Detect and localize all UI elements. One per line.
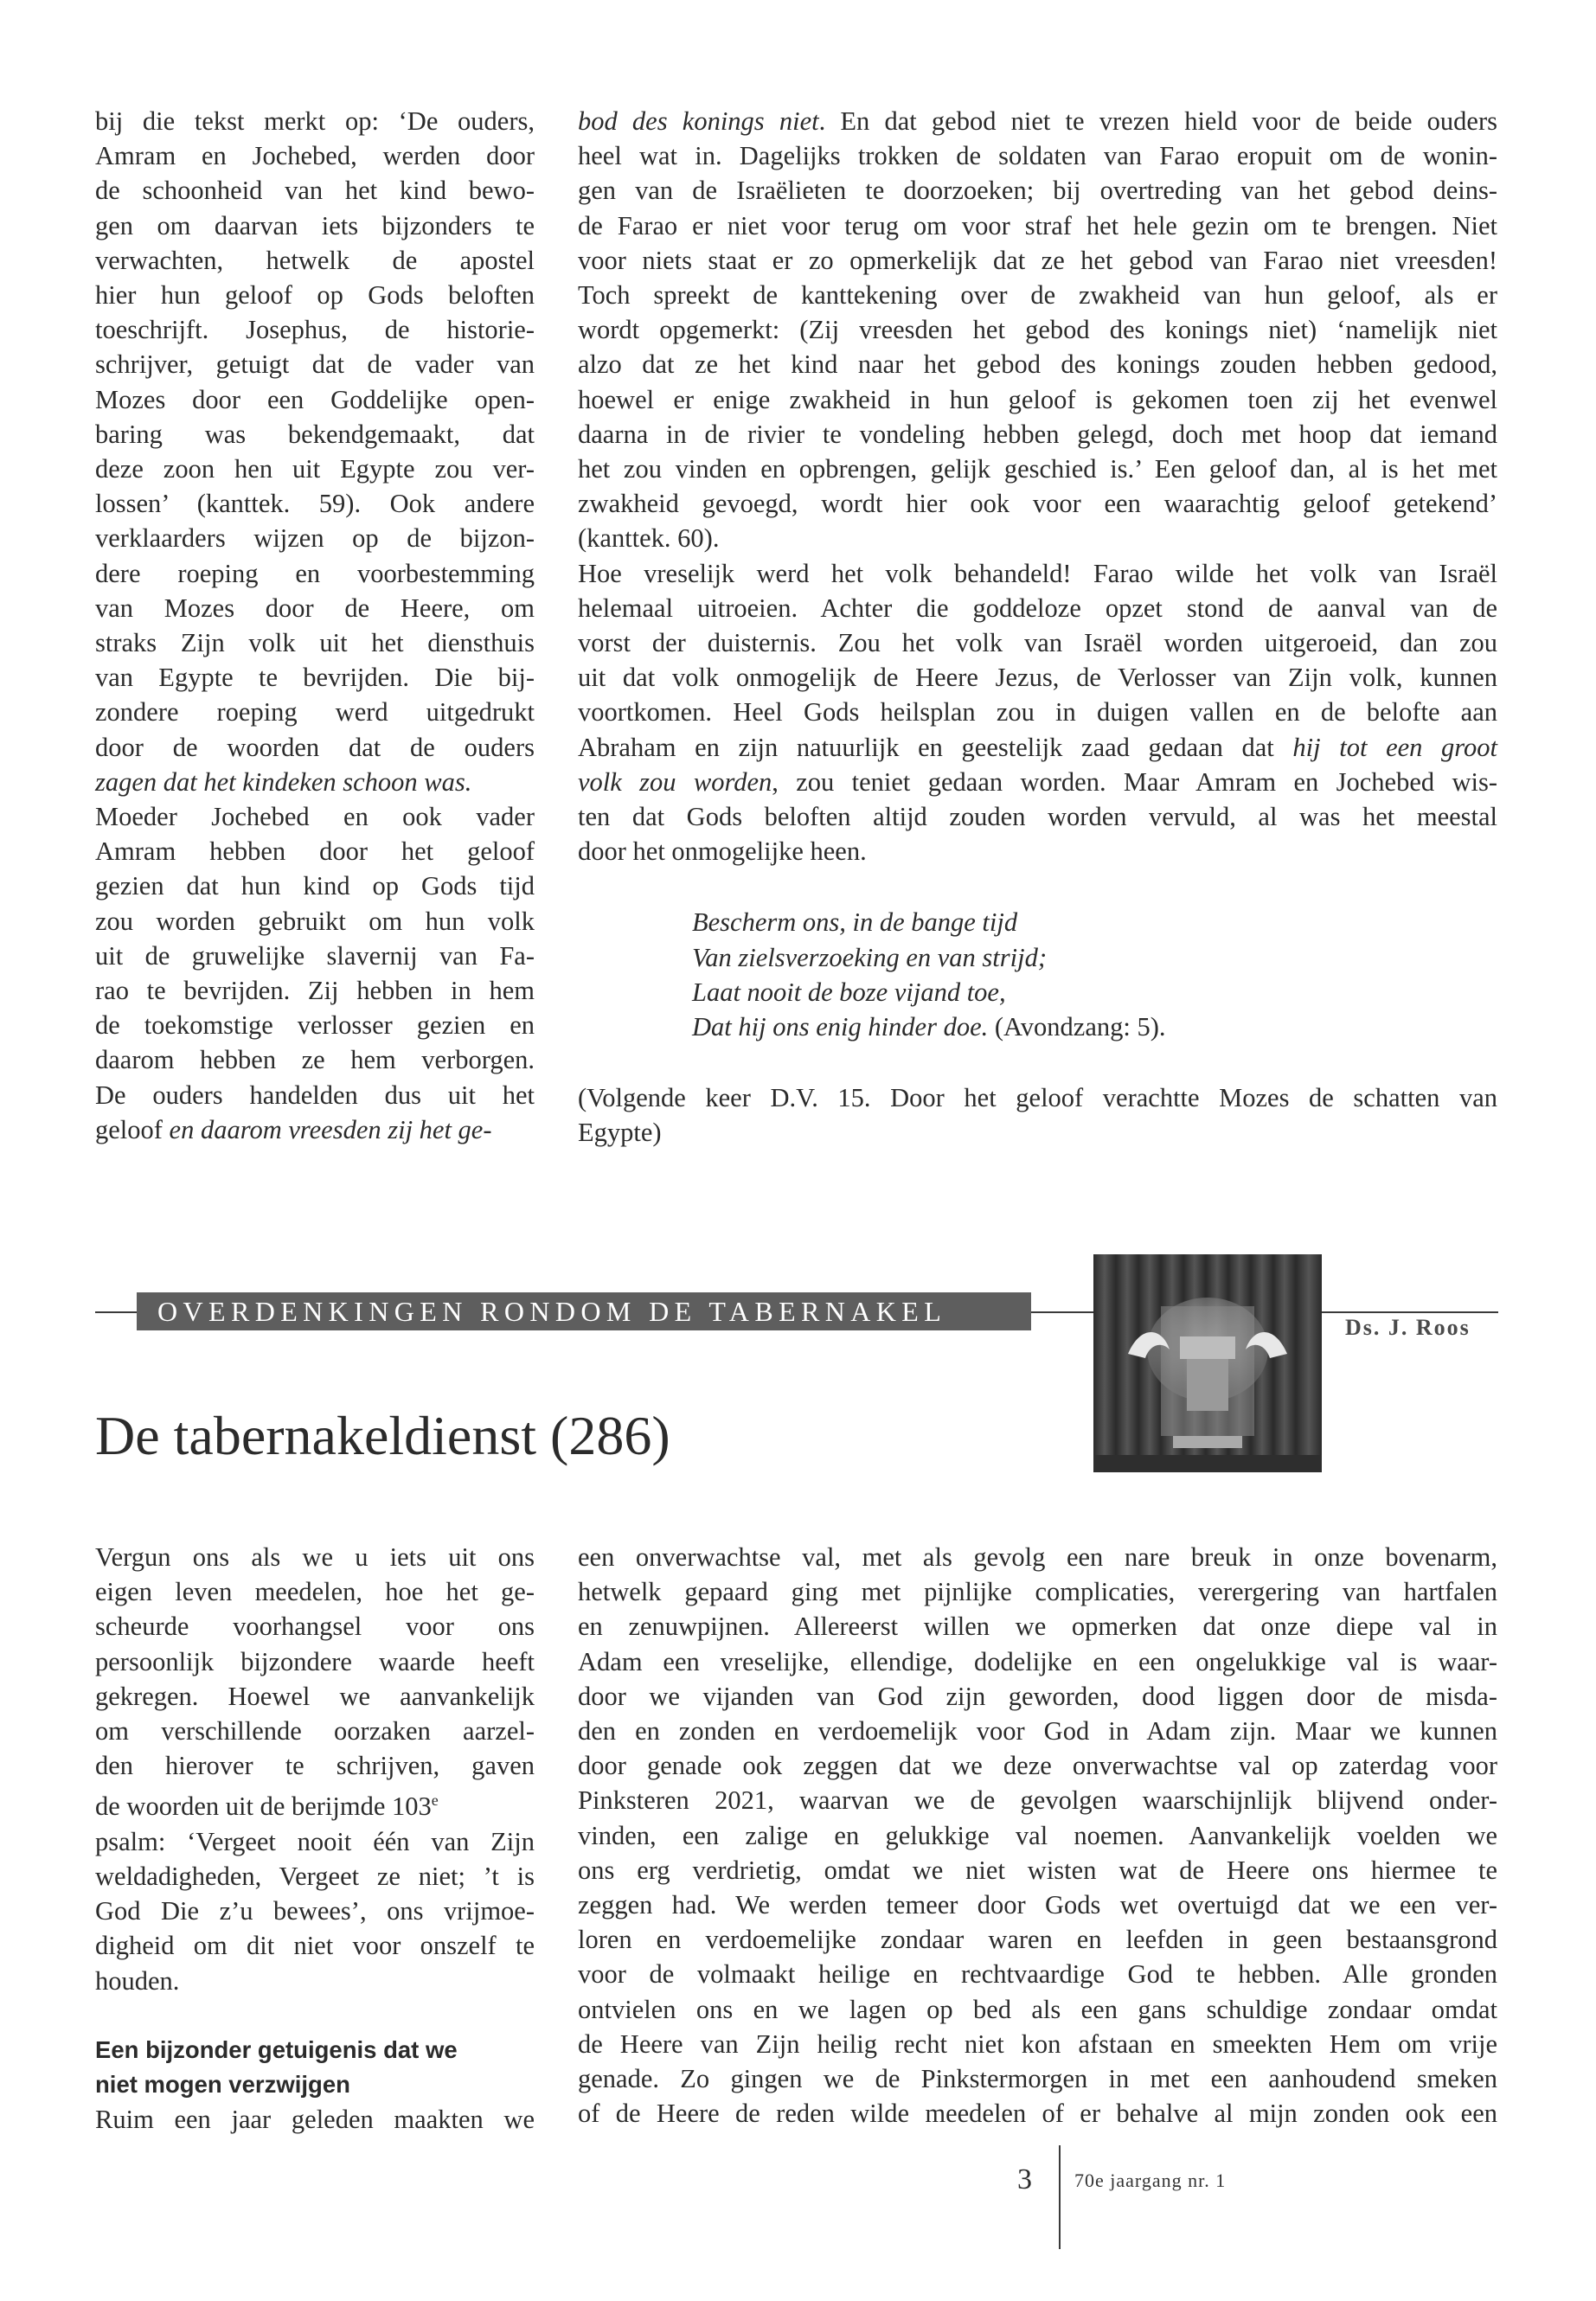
- header-rule-middle: [1031, 1311, 1093, 1313]
- text-line: psalm: ‘Vergeet nooit één van Zijn: [95, 1826, 535, 1856]
- text-line: helemaal uitroeien. Achter die goddeloze opzet stond de aanval van de: [578, 593, 1497, 623]
- text-line: Ruim een jaar geleden maakten we: [95, 2105, 535, 2135]
- text-line: Mozes door een Goddelijke open-: [95, 384, 535, 414]
- text-run-italic: volk zou worden: [578, 766, 772, 797]
- poem: [692, 905, 1497, 1044]
- article1-right-column: [578, 104, 1497, 1150]
- text-line: baring was bekendgemaakt, dat: [95, 419, 535, 449]
- text-line: zondere roeping werd uitgedrukt: [95, 697, 535, 727]
- text-line: rao te bevrijden. Zij hebben in hem: [95, 976, 535, 1006]
- text-line: gen om daarvan iets bijzonders te: [95, 210, 535, 240]
- text-line: hier hun geloof op Gods beloften: [95, 280, 535, 311]
- text-line: vorst der duisternis. Zou het volk van Israël worden uitgeroeid, dan zou: [578, 628, 1497, 658]
- text-line: door het onmogelijke heen.: [578, 836, 867, 867]
- text-line: [95, 1783, 535, 1823]
- text-line: Toch spreekt de kanttekening over de zwakheid van hun geloof, als er: [578, 280, 1497, 311]
- next-time-note: [578, 1080, 1497, 1150]
- text-line: van Mozes door de Heere, om: [95, 593, 535, 623]
- text-line: den hierover te schrijven, gaven: [95, 1751, 535, 1781]
- text-line: vinden, een zalige en gelukkige val noemen. Aanvankelijk voelden we: [578, 1820, 1497, 1850]
- text-line: scheurde voorhangsel voor ons: [95, 1612, 535, 1642]
- text-line: digheid om dit niet voor onszelf te: [95, 1931, 535, 1961]
- text-line: houden.: [95, 1965, 180, 1996]
- poem-line: [692, 1009, 1497, 1044]
- text-line: wordt opgemerkt: (Zij vreesden het gebod des konings niet) ‘namelijk niet: [578, 315, 1497, 345]
- text-line: door de woorden dat de ouders: [95, 732, 535, 762]
- text-line: hetwelk gepaard ging met pijnlijke complicaties, verergering van hartfalen: [578, 1577, 1497, 1607]
- text-line: ons erg verdrietig, omdat we niet wisten wat de Heere ons hiermee te: [578, 1855, 1497, 1885]
- subheading: niet mogen verzwijgen: [95, 2071, 350, 2098]
- paragraph-gap: [95, 1998, 535, 2033]
- text-line: daarom hebben ze hem verborgen.: [95, 1045, 535, 1075]
- text-line: verwachten, hetwelk de apostel: [95, 245, 535, 275]
- text-line: gen van de Israëlieten te doorzoeken; bij overtreding van het gebod deins-: [578, 176, 1497, 206]
- text-run: geloof: [95, 1114, 170, 1144]
- text-line: zou worden gebruikt om hun volk: [95, 906, 535, 936]
- text-line: genade. Zo gingen we de Pinkstermorgen in met een aanhoudend smeken: [578, 2064, 1497, 2094]
- page-number: 3: [1017, 2163, 1032, 2195]
- text-line: heel wat in. Dagelijks trokken de soldaten van Farao eropuit om de wonin-: [578, 141, 1497, 171]
- text-run-italic: en daarom vreesden zij het ge-: [169, 1114, 492, 1144]
- subheading: Een bijzonder getuigenis dat we: [95, 2035, 458, 2063]
- text-run-italic: hij tot een groot: [1292, 732, 1497, 762]
- header-rule-left: [95, 1311, 137, 1313]
- text-line: lossen’ (kanttek. 59). Ook andere: [95, 489, 535, 519]
- footer-rule: [1059, 2145, 1061, 2249]
- text-line: voor niets staat er zo opmerkelijk dat ze het gebod van Farao niet vreesden!: [578, 245, 1497, 275]
- poem-line: Bescherm ons, in de bange tijd: [692, 907, 1018, 938]
- text-line: Moeder Jochebed en ook vader: [95, 802, 535, 832]
- text-line: straks Zijn volk uit het diensthuis: [95, 628, 535, 658]
- text-line: uit dat volk onmogelijk de Heere Jezus, de Verlosser van Zijn volk, kunnen: [578, 663, 1497, 693]
- text-line: en zenuwpijnen. Allereerst willen we opmerken dat onze diepe val in: [578, 1612, 1497, 1642]
- text-line: Vergun ons als we u iets uit ons: [95, 1542, 535, 1572]
- text-run-italic: Dat hij ons enig hinder doe.: [692, 1012, 989, 1042]
- text-line: Amram en Jochebed, werden door: [95, 141, 535, 171]
- text-line: verklaarders wijzen op de bijzon-: [95, 523, 535, 554]
- text-line: gekregen. Hoewel we aanvankelijk: [95, 1681, 535, 1711]
- text-line: voortkomen. Heel Gods heilsplan zou in duigen vallen en de belofte aan: [578, 697, 1497, 727]
- text-line: [578, 730, 1497, 765]
- ark-of-covenant-illustration: [1093, 1254, 1322, 1472]
- section-banner: OVERDENKINGEN RONDOM DE TABERNAKEL: [137, 1292, 1031, 1330]
- text-line: [578, 765, 1497, 799]
- text-line: bij die tekst merkt op: ‘De ouders,: [95, 106, 535, 136]
- text-line: dere roeping en voorbestemming: [95, 558, 535, 588]
- text-line: Amram hebben door het geloof: [95, 836, 535, 867]
- text-line: weldadigheden, Vergeet ze niet; ’t is: [95, 1861, 535, 1891]
- text-line: [95, 1112, 535, 1147]
- text-run: , zou teniet gedaan worden. Maar Amram en Jochebed wis-: [772, 766, 1497, 797]
- poem-line: Laat nooit de boze vijand toe,: [692, 977, 1006, 1007]
- header-rule-right: [1322, 1311, 1498, 1313]
- text-line: (kanttek. 60).: [578, 523, 720, 554]
- superscript: e: [431, 1791, 439, 1810]
- text-line: deze zoon hen uit Egypte zou ver-: [95, 454, 535, 484]
- text-line: eigen leven meedelen, hoe het ge-: [95, 1577, 535, 1607]
- poem-source: (Avondzang: 5).: [988, 1012, 1166, 1042]
- article-title: De tabernakeldienst (286): [95, 1405, 670, 1466]
- text-line: Hoe vreselijk werd het volk behandeld! Farao wilde het volk van Israël: [578, 558, 1497, 588]
- text-line: zeggen had. We werden temeer door Gods wet overtuigd dat we een ver-: [578, 1890, 1497, 1920]
- article1-left-column: [95, 104, 535, 1147]
- text-line: gezien dat hun kind op Gods tijd: [95, 871, 535, 901]
- text-line: ten dat Gods beloften altijd zouden worden vervuld, al was het meestal: [578, 802, 1497, 832]
- text-line: Pinksteren 2021, waarvan we de gevolgen waarschijnlijk blijvend onder-: [578, 1785, 1497, 1816]
- text-line: loren en verdoemelijke zondaar waren en leefden in geen bestaansgrond: [578, 1925, 1497, 1955]
- author-name: Ds. J. Roos: [1345, 1315, 1471, 1340]
- text-line: voor de volmaakt heilige en rechtvaardige God te hebben. Alle gronden: [578, 1959, 1497, 1990]
- text-line: om verschillende oorzaken aarzel-: [95, 1716, 535, 1747]
- text-line: den en zonden en verdoemelijk voor God in Adam zijn. Maar we kunnen: [578, 1716, 1497, 1747]
- issue-label: 70e jaargang nr. 1: [1074, 2170, 1227, 2191]
- text-line: een onverwachtse val, met als gevolg een nare breuk in onze bovenarm,: [578, 1542, 1497, 1572]
- text-line: de Heere van Zijn heilig recht niet kon afstaan en smeekten Hem om vrije: [578, 2029, 1497, 2059]
- text-run-italic: bod des konings niet: [578, 106, 819, 136]
- text-line: de toekomstige verlosser gezien en: [95, 1010, 535, 1041]
- text-line: schrijver, getuigt dat de vader van: [95, 349, 535, 380]
- text-line: of de Heere de reden wilde meedelen of er behalve al mijn zonden ook een: [578, 2099, 1497, 2129]
- text-line: uit de gruwelijke slavernij van Fa-: [95, 940, 535, 971]
- text-line: door we vijanden van God zijn geworden, dood liggen door de misda-: [578, 1681, 1497, 1711]
- text-line: persoonlijk bijzondere waarde heeft: [95, 1646, 535, 1676]
- text-line: daarna in de rivier te vondeling hebben gelegd, doch met hoop dat iemand: [578, 419, 1497, 449]
- text-run: Abraham en zijn natuurlijk en geestelijk zaad gedaan dat: [578, 732, 1293, 762]
- article2-right-column: [578, 1540, 1497, 2131]
- article2-left-column: [95, 1540, 535, 2137]
- text-line: [578, 104, 1497, 138]
- text-line: de Farao er niet voor terug om voor straf het hele gezin om te brengen. Niet: [578, 210, 1497, 240]
- text-line: het zou vinden en opbrengen, gelijk geschied is.’ Een geloof dan, al is het met: [578, 454, 1497, 484]
- poem-line: Van zielsverzoeking en van strijd;: [692, 942, 1047, 972]
- text-line: Adam een vreselijke, ellendige, dodelijke en een ongelukkige val is waar-: [578, 1646, 1497, 1676]
- text-line: (Volgende keer D.V. 15. Door het geloof verachtte Mozes de schatten van: [578, 1083, 1497, 1113]
- text-line: van Egypte te bevrijden. Die bij-: [95, 663, 535, 693]
- text-line: hoewel er enige zwakheid in hun geloof is gekomen toen zij het evenwel: [578, 384, 1497, 414]
- text-line: God Die z’u bewees’, ons vrijmoe-: [95, 1896, 535, 1926]
- text-line: ontvielen ons en we lagen op bed als een gans schuldige zondaar omdat: [578, 1994, 1497, 2024]
- text-run: . En dat gebod niet te vrezen hield voor de beide ouders: [818, 106, 1497, 136]
- text-line-italic: zagen dat het kindeken schoon was.: [95, 766, 472, 797]
- text-line: zwakheid gevoegd, wordt hier ook voor een waarachtig geloof getekend’: [578, 489, 1497, 519]
- text-line: De ouders handelden dus uit het: [95, 1080, 535, 1110]
- text-line: door genade ook zeggen dat we deze onverwachtse val op zaterdag voor: [578, 1751, 1497, 1781]
- text-run: de woorden uit de berijmde 103: [95, 1791, 432, 1822]
- text-line: toeschrijft. Josephus, de historie-: [95, 315, 535, 345]
- text-line: de schoonheid van het kind bewo-: [95, 176, 535, 206]
- text-line: Egypte): [578, 1118, 662, 1148]
- text-line: alzo dat ze het kind naar het gebod des konings zouden hebben gedood,: [578, 349, 1497, 380]
